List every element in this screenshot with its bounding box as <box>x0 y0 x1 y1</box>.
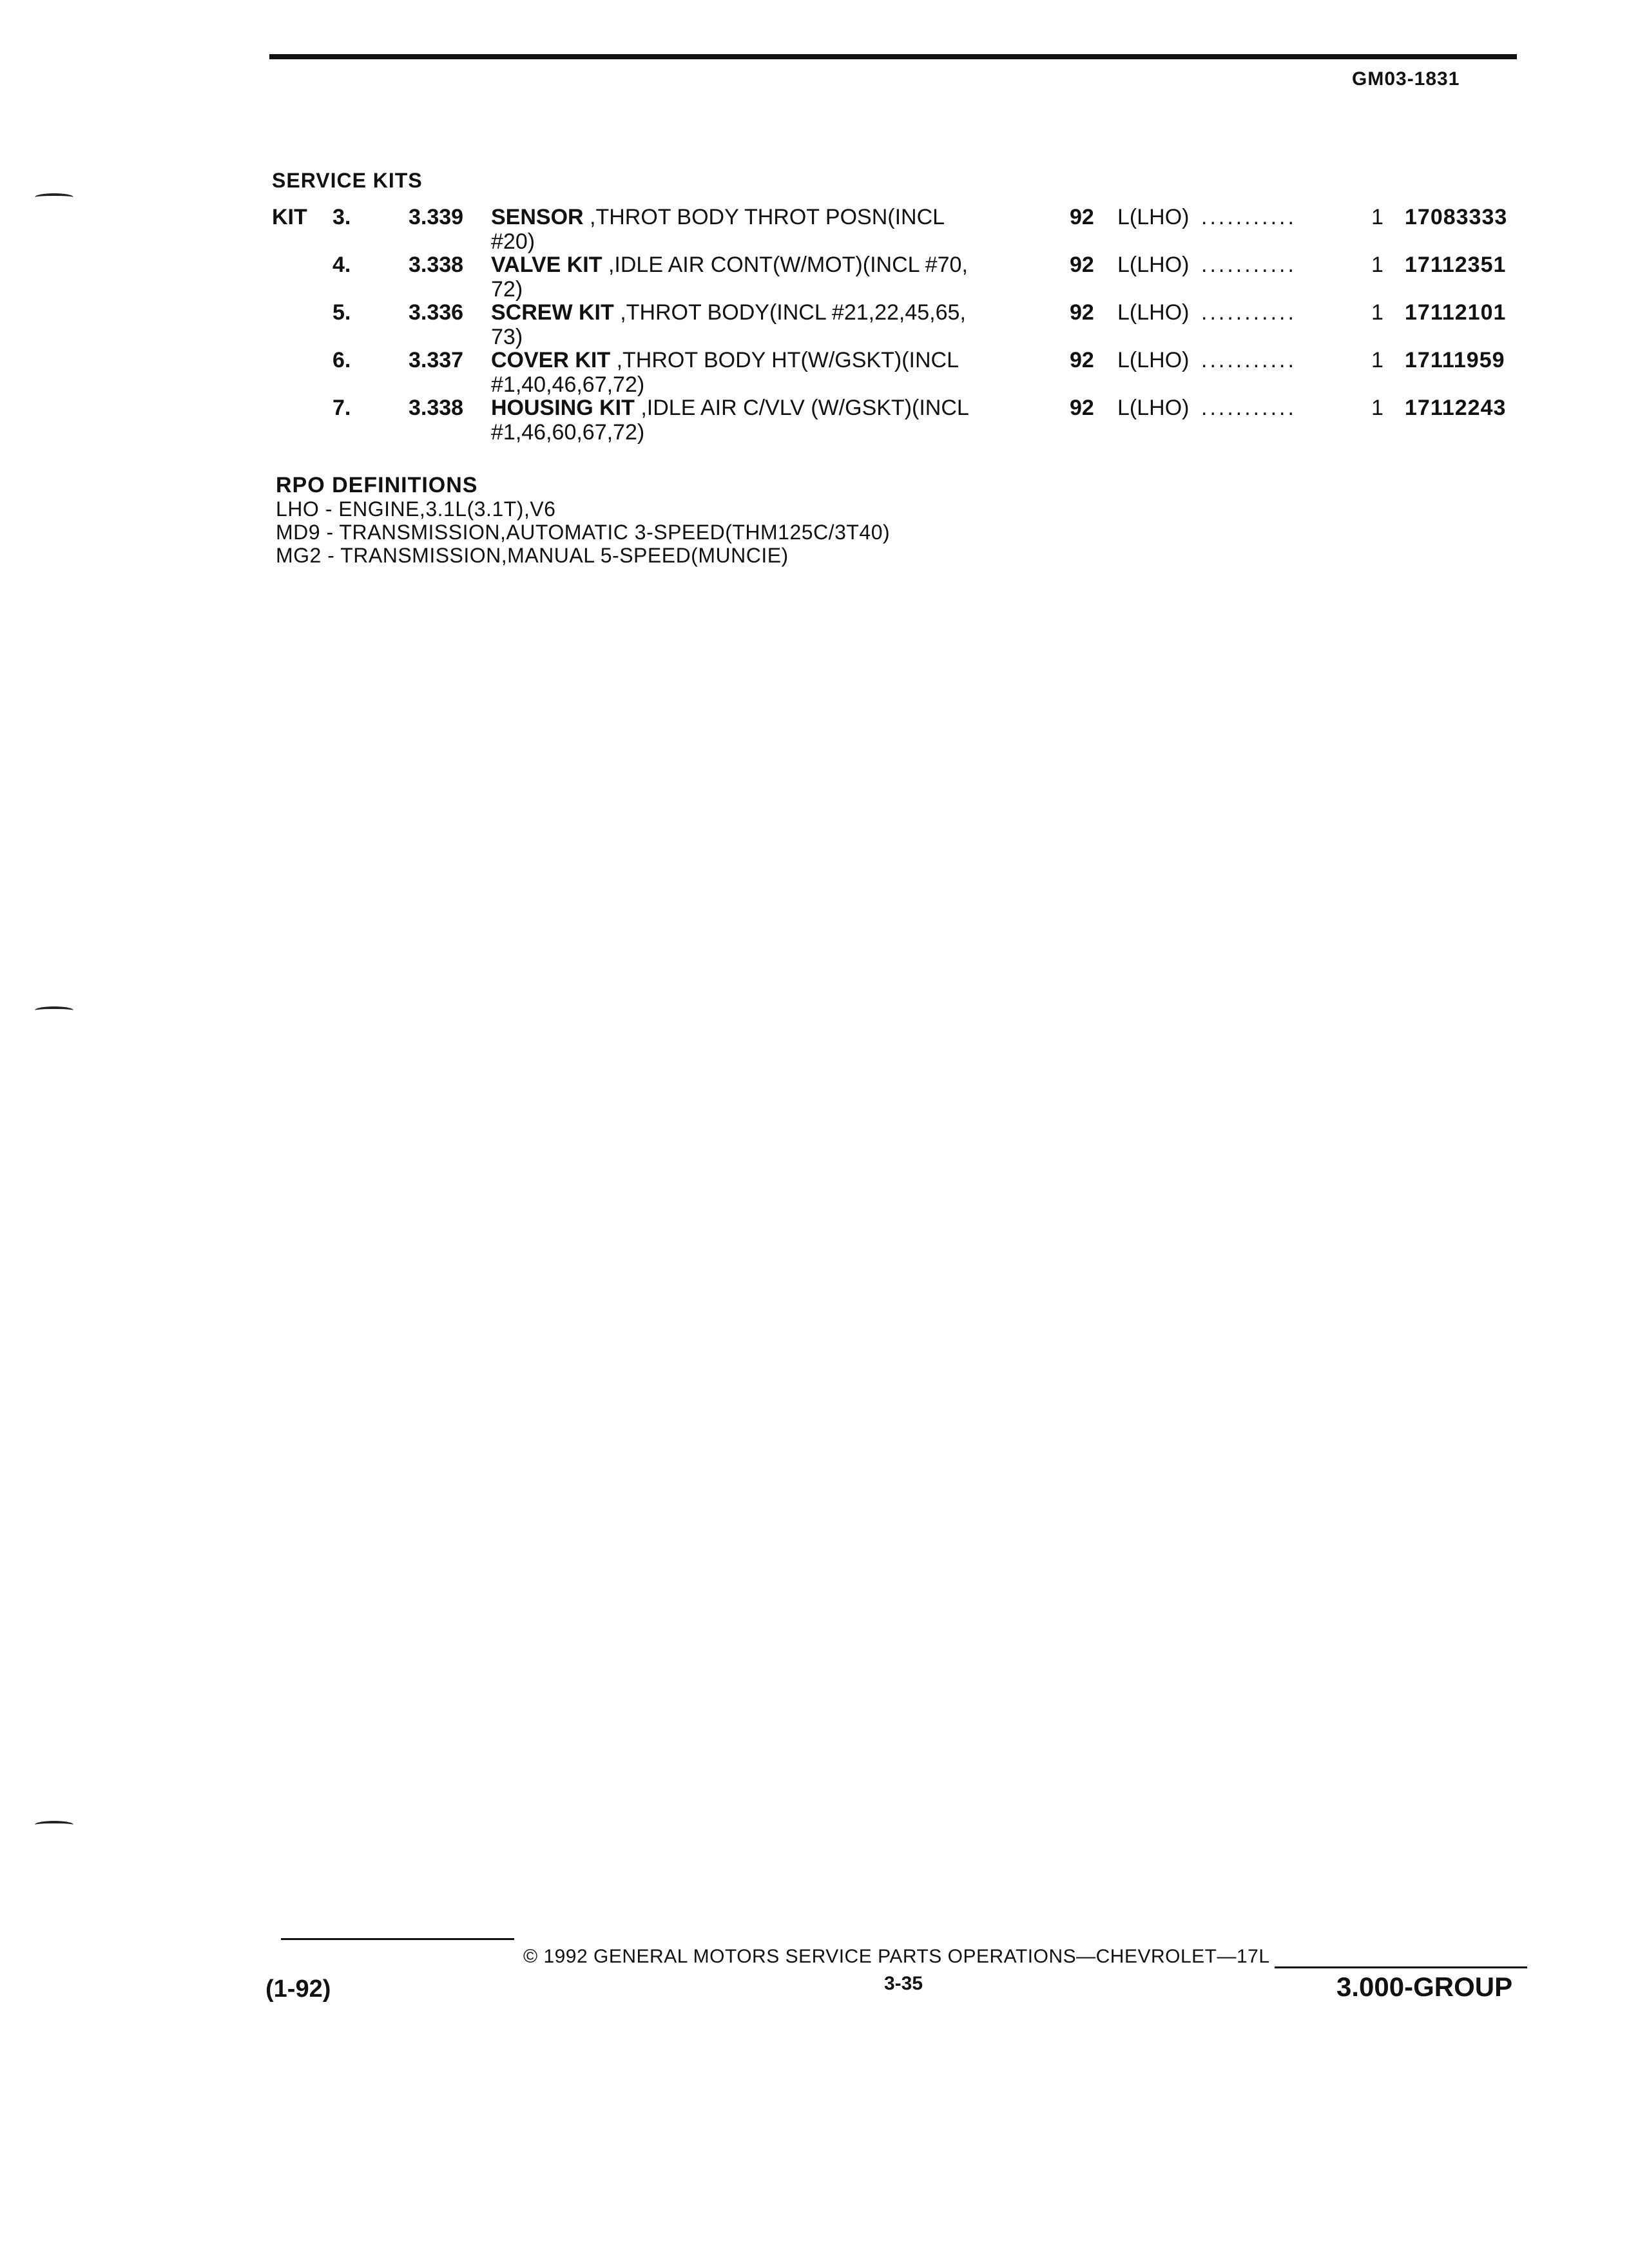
table-row <box>0 348 1629 399</box>
dot-leader: ........... <box>1201 396 1296 420</box>
quantity: 1 <box>1371 253 1383 277</box>
model-year: 92 <box>1070 396 1094 420</box>
model-year: 92 <box>1070 253 1094 277</box>
footer-page-number: 3-35 <box>884 1973 923 1994</box>
quantity: 1 <box>1371 348 1383 372</box>
footer-copyright: © 1992 GENERAL MOTORS SERVICE PARTS OPERATIONS—CHEVROLET—17L <box>523 1946 1270 1967</box>
footer-group: 3.000-GROUP <box>1336 1972 1513 2002</box>
figure-number: 3.339 <box>409 205 464 229</box>
usage-code: L(LHO) <box>1117 348 1190 372</box>
item-description <box>491 348 959 397</box>
part-number: 17111959 <box>1405 348 1505 372</box>
rpo-definition-mg2: MG2 - TRANSMISSION,MANUAL 5-SPEED(MUNCIE) <box>276 544 789 567</box>
item-description <box>491 396 969 445</box>
item-name: VALVE KIT <box>491 253 602 277</box>
part-number: 17112101 <box>1405 300 1507 325</box>
item-description-line1: ,THROT BODY THROT POSN(INCL <box>583 205 945 229</box>
table-row <box>0 253 1629 304</box>
item-description <box>491 205 945 254</box>
item-description <box>491 300 966 349</box>
table-row <box>0 396 1629 447</box>
item-description-line2: #1,46,60,67,72) <box>491 420 645 445</box>
kit-prefix: KIT <box>272 205 307 229</box>
rpo-definition-lho: LHO - ENGINE,3.1L(3.1T),V6 <box>276 497 556 521</box>
usage-code: L(LHO) <box>1117 205 1190 229</box>
table-row <box>0 205 1629 256</box>
item-description-line2: 73) <box>491 325 523 349</box>
item-name: HOUSING KIT <box>491 396 635 420</box>
part-number: 17083333 <box>1405 205 1508 229</box>
item-description-line2: 72) <box>491 277 523 302</box>
item-description-line1: ,THROT BODY HT(W/GSKT)(INCL <box>610 348 959 372</box>
binder-mark-middle <box>35 1006 73 1014</box>
item-description-line1: ,IDLE AIR C/VLV (W/GSKT)(INCL <box>634 396 969 420</box>
kit-number: 5. <box>333 300 351 325</box>
dot-leader: ........... <box>1201 348 1296 372</box>
kit-number: 3. <box>333 205 351 229</box>
item-name: COVER KIT <box>491 348 611 372</box>
dot-leader: ........... <box>1201 205 1296 229</box>
model-year: 92 <box>1070 300 1094 325</box>
quantity: 1 <box>1371 300 1383 325</box>
model-year: 92 <box>1070 205 1094 229</box>
figure-number: 3.338 <box>409 253 464 277</box>
item-description-line1: ,THROT BODY(INCL #21,22,45,65, <box>613 300 966 325</box>
figure-number: 3.338 <box>409 396 464 420</box>
figure-number: 3.336 <box>409 300 464 325</box>
item-name: SENSOR <box>491 205 584 229</box>
figure-number: 3.337 <box>409 348 464 372</box>
item-description-line1: ,IDLE AIR CONT(W/MOT)(INCL #70, <box>602 253 968 277</box>
table-row <box>0 300 1629 352</box>
dot-leader: ........... <box>1201 300 1296 325</box>
footer-rule-left <box>281 1938 514 1940</box>
part-number: 17112351 <box>1405 253 1507 277</box>
document-id: GM03-1831 <box>1352 68 1460 90</box>
usage-code: L(LHO) <box>1117 300 1190 325</box>
kit-number: 4. <box>333 253 351 277</box>
footer-date-code: (1-92) <box>265 1975 331 2003</box>
rpo-definition-md9: MD9 - TRANSMISSION,AUTOMATIC 3-SPEED(THM125C/3T40) <box>276 521 891 544</box>
part-number: 17112243 <box>1405 396 1507 420</box>
usage-code: L(LHO) <box>1117 396 1190 420</box>
item-description-line2: #1,40,46,67,72) <box>491 372 645 397</box>
header-rule <box>269 54 1517 59</box>
usage-code: L(LHO) <box>1117 253 1190 277</box>
model-year: 92 <box>1070 348 1094 372</box>
quantity: 1 <box>1371 396 1383 420</box>
dot-leader: ........... <box>1201 253 1296 277</box>
service-kits-heading: SERVICE KITS <box>272 169 423 192</box>
binder-mark-top <box>35 193 73 201</box>
item-name: SCREW KIT <box>491 300 614 325</box>
kit-number: 7. <box>333 396 351 420</box>
footer-rule-right <box>1275 1966 1527 1968</box>
item-description <box>491 253 968 302</box>
kit-number: 6. <box>333 348 351 372</box>
rpo-definitions-heading: RPO DEFINITIONS <box>276 473 478 497</box>
binder-mark-bottom <box>35 1821 73 1829</box>
quantity: 1 <box>1371 205 1383 229</box>
item-description-line2: #20) <box>491 229 535 254</box>
